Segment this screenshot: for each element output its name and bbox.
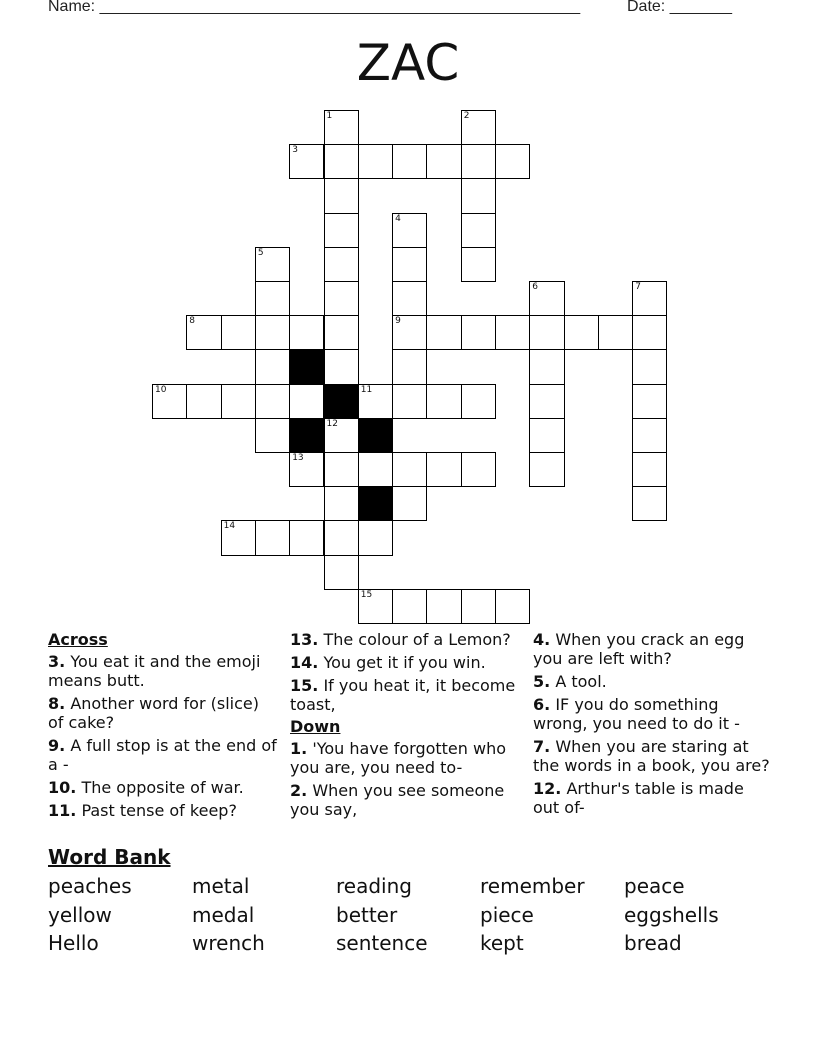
- clue-down-1: 1. 'You have forgotten who you are, you need to-: [290, 739, 507, 777]
- clue-number: 15: [360, 589, 373, 600]
- grid-cell[interactable]: [324, 452, 359, 487]
- clue-down-2: 2. When you see someone you say,: [290, 781, 505, 819]
- clue-across-9: 9. A full stop is at the end of a -: [48, 736, 277, 774]
- clue-across-11: 11. Past tense of keep?: [48, 801, 237, 820]
- word-bank-item: yellow: [48, 902, 112, 927]
- word-bank: [48, 874, 768, 960]
- clue-across-13: 13. The colour of a Lemon?: [290, 630, 511, 649]
- grid-cell[interactable]: [358, 144, 393, 179]
- word-bank-item: peace: [624, 874, 685, 898]
- clue-number: 13: [292, 453, 304, 463]
- grid-block: [289, 418, 324, 453]
- grid-block: [358, 486, 393, 521]
- grid-cell[interactable]: [426, 384, 461, 419]
- grid-cell[interactable]: [221, 520, 256, 555]
- clues-column-2: [290, 630, 520, 823]
- word-bank-title: Word Bank: [48, 845, 171, 869]
- grid-cell[interactable]: [186, 384, 221, 419]
- grid-cell[interactable]: [392, 486, 427, 521]
- grid-cell[interactable]: [255, 247, 290, 282]
- grid-cell[interactable]: [324, 418, 359, 453]
- grid-cell[interactable]: [461, 384, 496, 419]
- grid-block: [358, 418, 393, 453]
- clue-number: 6: [532, 282, 539, 292]
- clue-number: 9: [395, 316, 401, 327]
- word-bank-item: eggshells: [624, 902, 719, 927]
- grid-cell[interactable]: [289, 144, 324, 179]
- grid-cell[interactable]: [221, 315, 256, 350]
- grid-cell[interactable]: [324, 144, 359, 179]
- grid-cell[interactable]: [324, 349, 359, 384]
- grid-cell[interactable]: [392, 589, 427, 624]
- clue-across-15: 15. If you heat it, it become toast,: [290, 676, 516, 714]
- grid-cell[interactable]: [152, 384, 187, 419]
- grid-cell[interactable]: [324, 213, 359, 248]
- grid-cell[interactable]: [392, 315, 427, 350]
- word-bank-item: peaches: [48, 874, 132, 898]
- clue-number: 14: [223, 521, 236, 532]
- clues-column-1: [48, 630, 278, 824]
- grid-cell[interactable]: [529, 418, 564, 453]
- word-bank-item: better: [336, 902, 398, 927]
- grid-cell[interactable]: [255, 384, 290, 419]
- grid-cell[interactable]: [461, 178, 496, 213]
- grid-cell[interactable]: [392, 213, 427, 248]
- grid-cell[interactable]: [324, 247, 359, 282]
- grid-cell[interactable]: [426, 589, 461, 624]
- grid-cell[interactable]: [461, 315, 496, 350]
- clue-number: 4: [395, 213, 401, 224]
- grid-cell[interactable]: [529, 384, 564, 419]
- grid-cell[interactable]: [358, 452, 393, 487]
- clue-number: 1: [326, 111, 333, 121]
- clue-number: 8: [189, 316, 196, 327]
- grid-cell[interactable]: [186, 315, 221, 350]
- grid-cell[interactable]: [392, 349, 427, 384]
- word-bank-item: metal: [192, 874, 250, 898]
- grid-cell[interactable]: [324, 110, 359, 145]
- word-bank-item: sentence: [336, 931, 428, 955]
- grid-cell[interactable]: [324, 486, 359, 521]
- grid-cell[interactable]: [324, 315, 359, 350]
- clue-down-12: 12. Arthur's table is made out of-: [533, 779, 744, 817]
- word-bank-item: kept: [480, 931, 524, 955]
- grid-cell[interactable]: [632, 384, 667, 419]
- clue-number: 12: [326, 418, 338, 429]
- clue-down-5: 5. A tool.: [533, 672, 607, 691]
- clue-down-6: 6. IF you do something wrong, you need to do it -: [533, 695, 740, 733]
- grid-block: [289, 349, 324, 384]
- grid-cell[interactable]: [289, 315, 324, 350]
- grid-cell[interactable]: [324, 555, 359, 590]
- clue-across-10: 10. The opposite of war.: [48, 778, 244, 797]
- grid-cell[interactable]: [392, 384, 427, 419]
- word-bank-item: piece: [480, 902, 534, 927]
- across-heading: Across: [48, 630, 108, 649]
- clue-across-3: 3. You eat it and the emoji means butt.: [48, 652, 261, 690]
- grid-cell[interactable]: [255, 418, 290, 453]
- grid-cell[interactable]: [564, 315, 599, 350]
- grid-cell[interactable]: [324, 520, 359, 555]
- grid-cell[interactable]: [426, 315, 461, 350]
- grid-cell[interactable]: [255, 281, 290, 316]
- grid-cell[interactable]: [632, 486, 667, 521]
- grid-cell[interactable]: [461, 589, 496, 624]
- clue-number: 7: [635, 282, 641, 292]
- grid-cell[interactable]: [632, 315, 667, 350]
- clue-number: 10: [155, 384, 167, 395]
- grid-cell[interactable]: [392, 281, 427, 316]
- clue-across-8: 8. Another word for (slice) of cake?: [48, 694, 259, 732]
- date-field: Date: _______: [627, 0, 732, 15]
- grid-cell[interactable]: [461, 144, 496, 179]
- word-bank-item: medal: [192, 902, 255, 927]
- grid-cell[interactable]: [426, 144, 461, 179]
- grid-cell[interactable]: [358, 384, 393, 419]
- grid-cell[interactable]: [598, 315, 633, 350]
- clue-down-4: 4. When you crack an egg you are left with?: [533, 630, 745, 668]
- grid-cell[interactable]: [529, 349, 564, 384]
- clue-across-14: 14. You get it if you win.: [290, 653, 486, 672]
- grid-cell[interactable]: [461, 452, 496, 487]
- grid-cell[interactable]: [461, 213, 496, 248]
- grid-cell[interactable]: [392, 247, 427, 282]
- clue-number: 2: [463, 111, 470, 121]
- grid-block: [324, 384, 359, 419]
- grid-cell[interactable]: [392, 144, 427, 179]
- grid-cell[interactable]: [324, 178, 359, 213]
- grid-cell[interactable]: [529, 281, 564, 316]
- clues-column-3: [533, 630, 773, 821]
- word-bank-item: wrench: [192, 931, 265, 955]
- grid-cell[interactable]: [289, 384, 324, 419]
- word-bank-item: reading: [336, 874, 412, 898]
- grid-cell[interactable]: [358, 520, 393, 555]
- grid-cell[interactable]: [289, 452, 324, 487]
- grid-cell[interactable]: [221, 384, 256, 419]
- grid-cell[interactable]: [495, 589, 530, 624]
- word-bank-item: bread: [624, 931, 682, 955]
- page-title: ZAC: [356, 34, 460, 92]
- down-heading: Down: [290, 717, 341, 736]
- grid-cell[interactable]: [358, 589, 393, 624]
- grid-cell[interactable]: [426, 452, 461, 487]
- grid-cell[interactable]: [529, 452, 564, 487]
- grid-cell[interactable]: [392, 452, 427, 487]
- grid-cell[interactable]: [632, 452, 667, 487]
- grid-cell[interactable]: [289, 520, 324, 555]
- grid-cell[interactable]: [461, 247, 496, 282]
- word-bank-item: Hello: [48, 931, 99, 955]
- grid-cell[interactable]: [632, 349, 667, 384]
- grid-cell[interactable]: [324, 281, 359, 316]
- grid-cell[interactable]: [632, 418, 667, 453]
- name-field: Name: ______________________________________________________: [48, 0, 581, 15]
- grid-cell[interactable]: [255, 349, 290, 384]
- clue-number: 3: [292, 145, 298, 156]
- grid-cell[interactable]: [255, 520, 290, 555]
- clue-number: 5: [257, 247, 264, 258]
- grid-cell[interactable]: [495, 315, 530, 350]
- grid-cell[interactable]: [529, 315, 564, 350]
- grid-cell[interactable]: [632, 281, 667, 316]
- word-bank-item: remember: [480, 874, 585, 898]
- grid-cell[interactable]: [495, 144, 530, 179]
- grid-cell[interactable]: [255, 315, 290, 350]
- grid-cell[interactable]: [461, 110, 496, 145]
- clue-down-7: 7. When you are staring at the words in a book, you are?: [533, 737, 770, 775]
- clue-number: 11: [360, 384, 373, 395]
